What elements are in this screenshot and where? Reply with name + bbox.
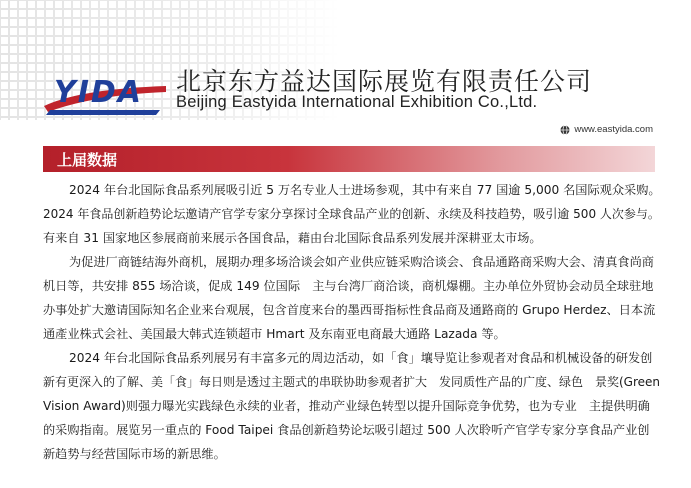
website-link[interactable]	[560, 124, 653, 135]
text-line: 有来自 31 国家地区参展商前来展示各国食品，藉由台北国际食品系列发展并深耕亚太市场。	[43, 231, 542, 245]
text-line: 为促进厂商链结海外商机，展期办理多场洽谈会如产业供应链采购洽谈会、食品通路商采购大会、清真食尚商	[69, 255, 654, 269]
paragraph-2	[43, 250, 661, 346]
text-line: 办事处扩大邀请国际知名企业来台观展，包含首度来台的墨西哥指标性食品商及通路商的 Grupo Herdez、日本流	[43, 303, 656, 317]
body-text	[43, 178, 661, 466]
paragraph-1	[43, 178, 661, 250]
section-title: 上届数据	[57, 151, 118, 169]
text-line: 的采购指南。展览另一重点的 Food Taipei 食品创新趋势论坛吸引超过 500 人次聆听产官学专家分享食品产业创	[43, 423, 650, 437]
logo-text: YIDA	[54, 75, 144, 110]
text-line: Vision Award)则强力曝光实践绿色永续的业者，推动产业绿色转型以提升国际竞争优势，也为专业 主提供明确	[43, 399, 650, 413]
text-line: 新有更深入的了解、美「食」每日则是透过主题式的串联协助参观者扩大 发同质性产品的广度、绿色 景奖(Green	[43, 375, 661, 389]
company-name-chinese: 北京东方益达国际展览有限责任公司	[176, 67, 593, 96]
text-line: 新趋势与经营国际市场的新思维。	[43, 447, 226, 461]
paragraph-3	[43, 346, 661, 466]
text-line: 2024 年台北国际食品系列展吸引近 5 万名专业人士进场参观，其中有来自 77 国逾 5,000 名国际观众采购。	[69, 183, 661, 197]
text-line: 2024 年食品创新趋势论坛邀请产官学专家分享探讨全球食品产业的创新、永续及科技趋势，吸引逾 500 人次参与。	[43, 207, 660, 221]
page-header	[0, 0, 691, 142]
company-name-english: Beijing Eastyida International Exhibition Co.,Ltd.	[176, 93, 538, 111]
text-line: 2024 年台北国际食品系列展另有丰富多元的周边活动，如「食」壤导览让参观者对食品和机械设备的研发创	[69, 351, 653, 365]
text-line: 机日等，共安排 855 场洽谈，促成 149 位国际 主与台湾厂商洽谈，商机爆棚。主办单位外贸协会动员全球驻地	[43, 279, 654, 293]
globe-icon	[560, 125, 570, 135]
section-header-bar	[43, 146, 655, 172]
yida-logo	[40, 58, 170, 122]
website-url[interactable]: www.eastyida.com	[574, 124, 653, 135]
text-line: 通產业株式会社、美国最大韩式连锁超市 Hmart 及东南亚电商最大通路 Lazada 等。	[43, 327, 506, 341]
